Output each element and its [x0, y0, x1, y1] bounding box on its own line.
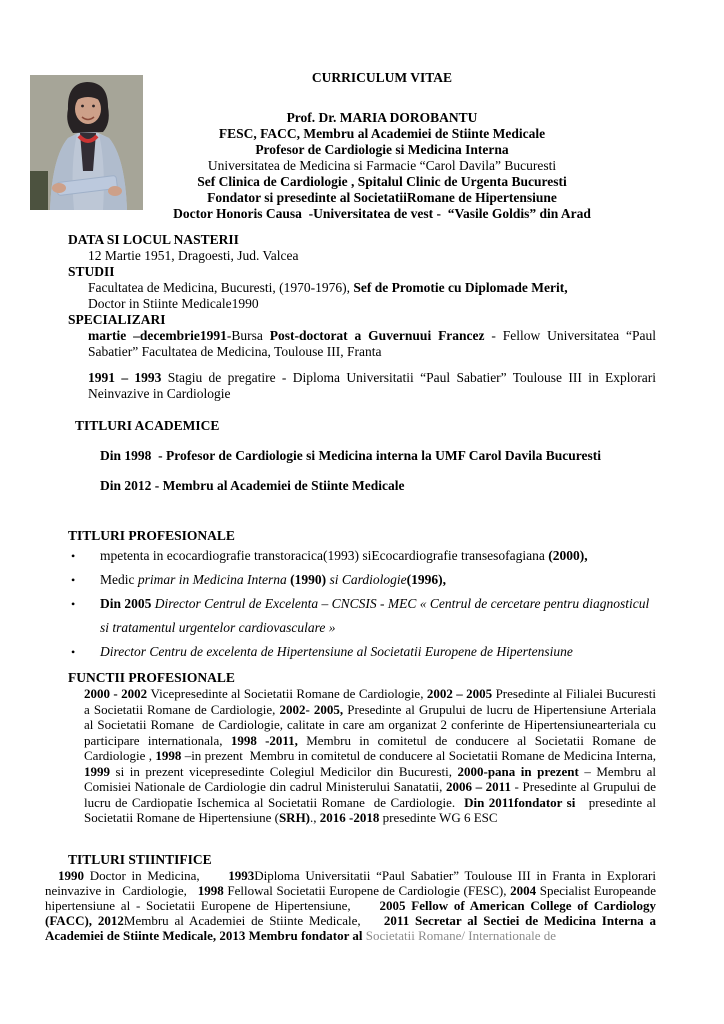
- section-functii-profesionale: [68, 670, 656, 826]
- header-block: [68, 110, 656, 222]
- section-heading-titluri-stiintifice: TITLURI STIINTIFICE: [68, 851, 212, 867]
- text-segment: Presedinte al Grupului de lucru de Hipertensiune Arteriala al Societatii Romane de Cardiologie, calitate in care am organizat 2 conferinte de Hipertensiunearteriala cu participare internationala,: [84, 701, 656, 748]
- text-segment: 1998: [155, 748, 185, 763]
- bullet-text: [100, 592, 656, 640]
- text-segment: Doctor Honoris Causa -Universitatea de vest - “Vasile Goldis” din Arad: [173, 206, 591, 221]
- studii-line-2: [88, 296, 656, 312]
- list-item: [68, 568, 656, 592]
- titluri-stiintifice-paragraph: [45, 868, 656, 943]
- text-segment: –in prezent Membru in comitetul de conducere al Societatii Romane de Medicina Interna,: [184, 748, 656, 763]
- text-segment: 1999: [84, 763, 116, 779]
- text-segment: Medic: [100, 572, 138, 587]
- bullet-icon: •: [71, 645, 76, 659]
- text-segment: -Bursa: [226, 328, 270, 343]
- text-segment: Membru in comitetul de conducere al Societatii Romane de Cardiologie ,: [84, 732, 656, 763]
- text-segment: 1998: [197, 882, 228, 898]
- text-segment: 2006 – 2011: [445, 779, 515, 794]
- text-segment: Prof. Dr. MARIA DOROBANTU: [286, 110, 478, 125]
- text-segment: Specialist Europeande hipertensiune al - Societatii Europene de Hipertensiune,: [45, 882, 657, 913]
- list-item: [68, 592, 656, 640]
- section-birth: [68, 232, 656, 264]
- text-segment: 2000 - 2002: [84, 686, 151, 701]
- text-segment: Doctor in Stiinte Medicale1990: [88, 296, 259, 311]
- header-line-profession: [108, 142, 656, 158]
- header-line-founder: [108, 190, 656, 206]
- text-segment: Sef Clinica de Cardiologie , Spitalul Clinic de Urgenta Bucuresti: [197, 174, 567, 189]
- text-segment: 1993: [228, 867, 255, 883]
- document-title: CURRICULUM VITAE: [311, 70, 453, 85]
- text-segment: - Fellow Universitatea “Paul Sabatier” Facultatea de Medicina, Toulouse III, Franta: [88, 328, 656, 359]
- text-segment: Stagiu de pregatire - Diploma Universitatii “Paul Sabatier” Toulouse III in Explorari Neinvazive in Cardiologie: [88, 370, 656, 401]
- text-segment: 12 Martie 1951, Dragoesti, Jud. Valcea: [88, 248, 299, 263]
- header-line-name: [108, 110, 656, 126]
- text-segment: 2000-pana in prezent: [457, 763, 585, 779]
- text-segment: (1990): [290, 572, 327, 587]
- text-segment: Fellowal Societatii Europene de Cardiologie (FESC),: [227, 882, 511, 898]
- text-segment: Din 2012 - Membru al Academiei de Stiinte Medicale: [100, 478, 405, 493]
- section-titluri-profesionale: [68, 528, 656, 664]
- section-specializari: [68, 312, 656, 402]
- header-line-clinic: [108, 174, 656, 190]
- specializari-paragraph-2: [88, 370, 656, 402]
- text-segment: Post-doctorat a Guvernuui Francez: [269, 328, 485, 343]
- text-segment: Profesor de Cardiologie si Medicina Interna: [255, 142, 509, 157]
- section-studii: [68, 264, 656, 312]
- text-segment: – Membru al Comisiei Nationale de Cardiologie din cadrul Ministerului Sanatatii,: [84, 763, 657, 794]
- titluri-profesionale-list: [68, 544, 656, 664]
- bullet-text: [100, 544, 656, 568]
- bullet-icon: •: [71, 573, 76, 587]
- text-segment: Doctor in Medicina,: [89, 867, 229, 883]
- studii-line-1: [88, 280, 656, 296]
- text-segment: SRH): [278, 810, 311, 825]
- text-segment: si Cardiologie: [326, 572, 407, 587]
- text-segment: Diploma Universitatii “Paul Sabatier” Toulouse III in Franta in Explorari neinvazive in Cardiologie,: [45, 867, 656, 898]
- text-segment: presedinte al Societatii Romane de Hipertensiune (: [84, 794, 656, 825]
- text-segment: presedinte WG 6 ESC: [382, 810, 498, 825]
- text-segment: Din 2011fondator si: [464, 794, 576, 810]
- section-heading-birth: DATA SI LOCUL NASTERII: [68, 232, 239, 247]
- text-segment: 1998 -2011,: [230, 732, 307, 748]
- text-segment: 1991 – 1993: [88, 370, 168, 385]
- text-segment: Facultatea de Medicina, Bucuresti, (1970-1976),: [88, 280, 354, 295]
- titluri-academice-line-1: [100, 448, 656, 464]
- text-segment: Societatii Romane/ Internationale de: [365, 927, 556, 943]
- list-item: [68, 640, 656, 664]
- text-segment: martie –decembrie1991: [88, 328, 227, 343]
- text-segment: Presedinte al Filialei Bucuresti a Societatii Romane de Cardiologie,: [84, 686, 656, 717]
- text-segment: Director Centrul de Excelenta – CNCSIS - MEC « Centrul de cercetare pentru diagnosticul si tratamentul urgentelor cardiovasculare »: [100, 596, 650, 635]
- header-line-university: [108, 158, 656, 174]
- text-segment: primar in Medicina Interna: [137, 572, 291, 587]
- text-segment: .,: [310, 810, 320, 825]
- text-segment: si in prezent vicepresedinte Colegiul Medicilor din Bucuresti,: [115, 763, 458, 779]
- text-segment: Universitatea de Medicina si Farmacie “Carol Davila” Bucuresti: [207, 158, 557, 173]
- text-segment: 2002- 2005,: [279, 701, 348, 717]
- text-segment: Membru al Academiei de Stiinte Medicale,: [123, 912, 384, 928]
- text-segment: 2016 -2018: [319, 810, 383, 825]
- text-segment: (1996),: [406, 572, 446, 587]
- section-heading-titluri-academice: TITLURI ACADEMICE: [75, 418, 220, 433]
- text-segment: Sef de Promotie cu Diplomade Merit,: [353, 280, 568, 295]
- text-segment: FESC, FACC, Membru al Academiei de Stiinte Medicale: [218, 126, 546, 141]
- bullet-icon: •: [71, 549, 76, 563]
- section-titluri-academice: [68, 418, 656, 494]
- section-heading-studii: STUDII: [68, 264, 115, 279]
- text-segment: 2004: [510, 882, 540, 898]
- section-titluri-stiintifice: [45, 851, 657, 943]
- bullet-text: [100, 640, 656, 664]
- text-segment: Fondator si presedinte al SocietatiiRomane de Hipertensiune: [207, 190, 557, 205]
- list-item: [68, 544, 656, 568]
- header-line-memberships: [108, 126, 656, 142]
- titluri-academice-line-2: [100, 478, 656, 494]
- specializari-paragraph-1: [88, 328, 656, 360]
- bullet-text: [100, 568, 656, 592]
- text-segment: Director Centru de excelenta de Hipertensiune al Societatii Europene de Hipertensiune: [100, 644, 573, 659]
- birth-line: [88, 248, 656, 264]
- section-heading-titluri-profesionale: TITLURI PROFESIONALE: [68, 528, 235, 543]
- header-line-honoris: [108, 206, 656, 222]
- text-segment: Din 2005: [100, 596, 155, 611]
- text-segment: 2011 Secretar al Sectiei de Medicina Interna a Academiei de Stiinte Medicale, 2013 Membru fondator al: [45, 912, 656, 943]
- text-segment: mpetenta in ecocardiografie transtoracica(1993) siEcocardiografie transesofagiana: [100, 548, 549, 563]
- functii-profesionale-paragraph: [84, 686, 656, 826]
- bullet-icon: •: [71, 597, 76, 611]
- text-segment: 2005 Fellow of American College of Cardiology (FACC), 2012: [45, 897, 656, 928]
- section-heading-functii-profesionale: FUNCTII PROFESIONALE: [68, 670, 235, 685]
- text-segment: 2002 – 2005: [426, 686, 496, 701]
- text-segment: Din 1998 - Profesor de Cardiologie si Medicina interna la UMF Carol Davila Bucuresti: [100, 448, 601, 463]
- text-segment: 1990: [58, 867, 90, 883]
- portrait-photo: [30, 75, 143, 210]
- text-segment: Vicepresedinte al Societatii Romane de Cardiologie,: [150, 686, 427, 701]
- section-heading-specializari: SPECIALIZARI: [68, 312, 166, 327]
- text-segment: (2000),: [548, 548, 588, 563]
- text-segment: - Presedinte al Grupului de lucru de Cardiopatie Ischemica al Societatii Romane de Cardiologie.: [84, 779, 656, 810]
